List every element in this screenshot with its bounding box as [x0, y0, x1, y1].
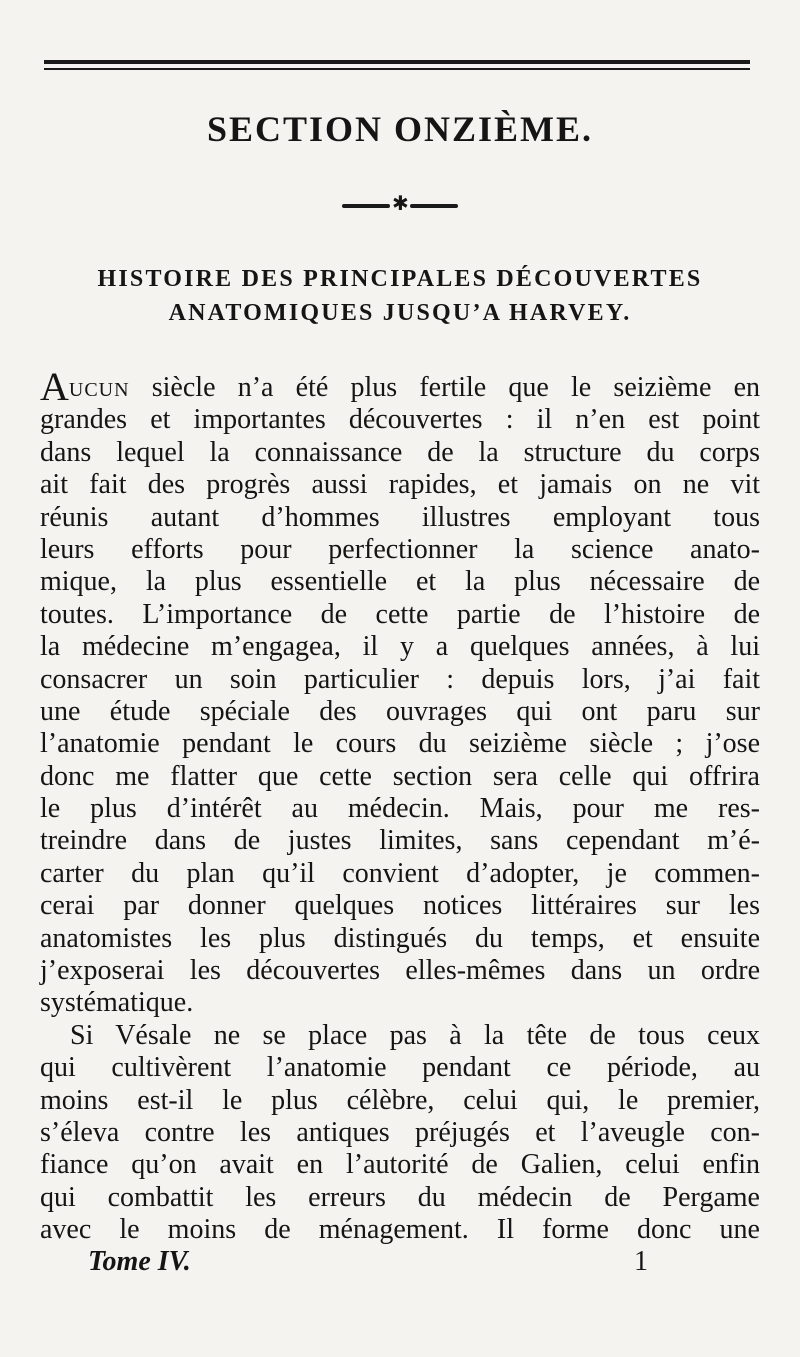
text-line: grandes et importantes découvertes : il n’en est point: [40, 404, 760, 436]
text-line: Si Vésale ne se place pas à la tête de tous ceux: [70, 1019, 760, 1051]
text-line: leurs efforts pour perfectionner la science anato-: [40, 533, 760, 565]
text-line: consacrer un soin particulier : depuis lors, j’ai fait: [40, 663, 760, 695]
ornament-bar-right: [410, 204, 458, 208]
text-line: donc me flatter que cette section sera celle qui offrira: [40, 760, 760, 792]
text-line: systématique.: [40, 987, 194, 1019]
text-line: anatomistes les plus distingués du temps, et ensuite: [40, 922, 760, 954]
text-line: j’exposerai les découvertes elles-mêmes dans un ordre: [40, 955, 760, 987]
first-line-text: siècle n’a été plus fertile que le seizième en: [129, 372, 760, 403]
text-line: [40, 364, 760, 409]
text-line: la médecine m’engagea, il y a quelques années, à lui: [40, 631, 760, 663]
text-line: carter du plan qu’il convient d’adopter, je commen-: [40, 857, 760, 889]
text-line: avec le moins de ménagement. Il forme donc une: [40, 1214, 760, 1246]
signature-mark: 1: [634, 1246, 648, 1277]
chapter-heading-line-1: HISTOIRE DES PRINCIPALES DÉCOUVERTES: [97, 266, 703, 292]
text-line: une étude spéciale des ouvrages qui ont paru sur: [40, 695, 760, 727]
ornament-star-icon: ✱: [392, 193, 409, 215]
ornament-bar-left: [342, 204, 390, 208]
chapter-heading: [30, 262, 770, 330]
thin-rule: [44, 68, 750, 70]
text-line: toutes. L’importance de cette partie de l’histoire de: [40, 598, 760, 630]
text-line: réunis autant d’hommes illustres employant tous: [40, 501, 760, 533]
thick-rule: [44, 60, 750, 64]
text-line: cerai par donner quelques notices littéraires sur les: [40, 890, 760, 922]
drop-cap: A: [40, 364, 69, 409]
body-text: [40, 364, 760, 1247]
text-line: fiance qu’on avait en l’autorité de Galien, celui enfin: [40, 1149, 760, 1181]
header-double-rule: [44, 60, 750, 72]
chapter-heading-line-2: ANATOMIQUES JUSQU’A HARVEY.: [168, 300, 632, 326]
text-line: qui cultivèrent l’anatomie pendant ce période, au: [40, 1052, 760, 1084]
text-line: l’anatomie pendant le cours du seizième siècle ; j’ose: [40, 728, 760, 760]
text-line: s’éleva contre les antiques préjugés et l’aveugle con-: [40, 1116, 760, 1148]
small-caps-word: UCUN: [68, 379, 130, 401]
text-line: ait fait des progrès aussi rapides, et jamais on ne vit: [40, 469, 760, 501]
text-line: treindre dans de justes limites, sans cependant m’é-: [40, 825, 760, 857]
text-line: moins est-il le plus célèbre, celui qui, le premier,: [40, 1084, 760, 1116]
text-line: qui combattit les erreurs du médecin de Pergame: [40, 1181, 760, 1213]
section-title: SECTION ONZIÈME.: [206, 109, 594, 149]
text-line: le plus d’intérêt au médecin. Mais, pour me res-: [40, 793, 760, 825]
text-line: mique, la plus essentielle et la plus nécessaire de: [40, 566, 760, 598]
volume-label: Tome IV.: [88, 1246, 191, 1277]
ornament-divider: [342, 193, 458, 215]
text-line: dans lequel la connaissance de la structure du corps: [40, 436, 760, 468]
